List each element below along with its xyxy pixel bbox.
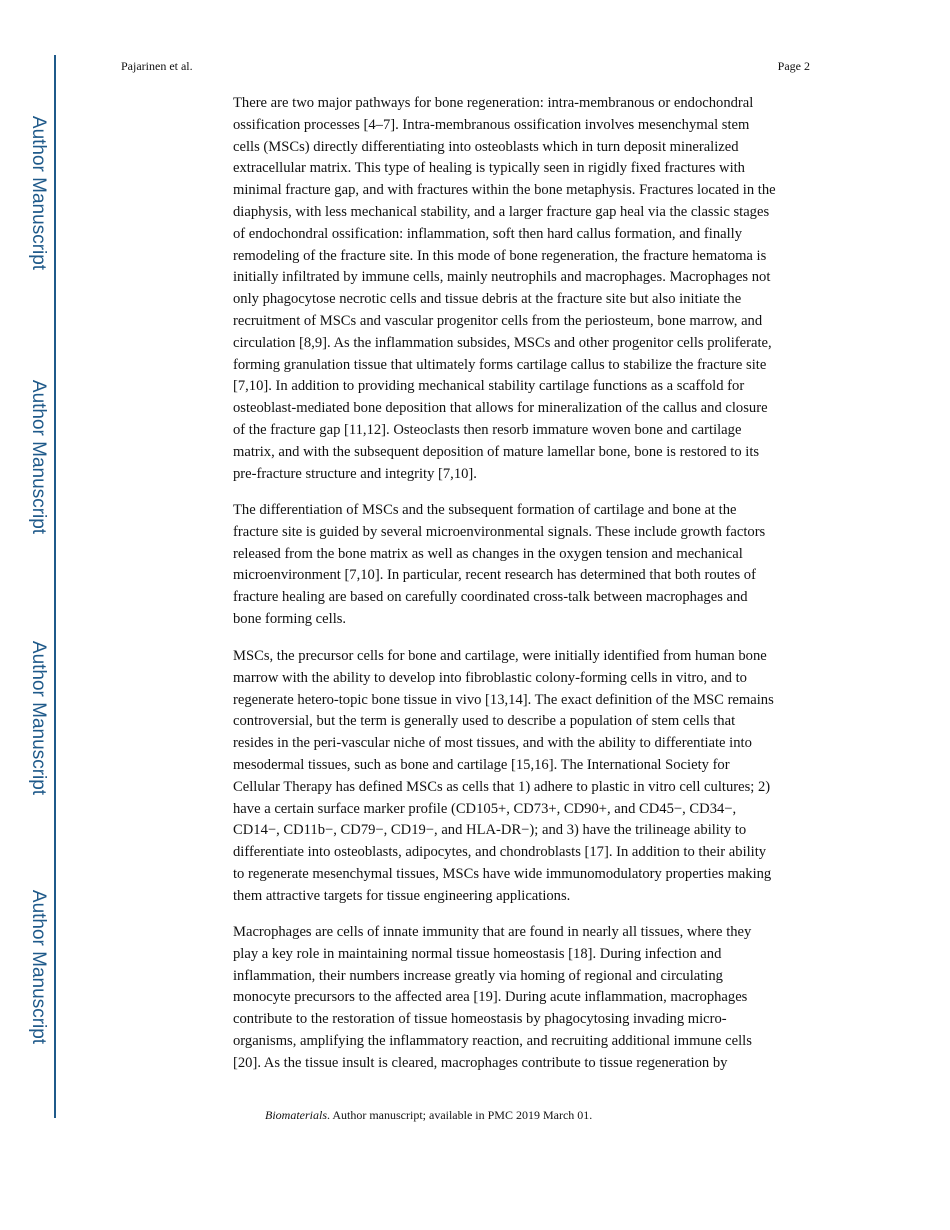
text-line: recruitment of MSCs and vascular progenitor cells from the periosteum, bone marrow, and [233, 312, 763, 329]
text-line: contribute to the restoration of tissue homeostasis by phagocytosing invading micro- [233, 1011, 727, 1028]
text-line: only phagocytose necrotic cells and tissue debris at the fracture site but also initiate the [233, 291, 742, 308]
paragraph [233, 93, 833, 485]
paragraph [233, 646, 833, 908]
sidebar-rule [54, 55, 56, 1118]
text-line: them attractive targets for tissue engineering applications. [233, 887, 571, 904]
running-header-authors: Pajarinen et al. [121, 59, 193, 73]
journal-name: Biomaterials [265, 1108, 327, 1122]
text-line: forming granulation tissue that ultimately forms cartilage callus to stabilize the fracture site [233, 356, 767, 373]
text-line: matrix, and with the subsequent deposition of mature lamellar bone, bone is restored to its [233, 443, 760, 460]
text-line: bone forming cells. [233, 610, 347, 627]
text-line: inflammation, their numbers increase greatly via homing of regional and circulating [233, 967, 723, 984]
text-line: initially infiltrated by immune cells, mainly neutrophils and macrophages. Macrophages not [233, 269, 771, 286]
text-line: controversial, but the term is generally used to describe a population of stem cells that [233, 713, 736, 730]
paragraph [233, 500, 833, 631]
text-line: [7,10]. In addition to providing mechanical stability cartilage functions as a scaffold for [233, 378, 745, 395]
text-line: pre-fracture structure and integrity [7,10]. [233, 465, 477, 482]
text-line: minimal fracture gap, and with fractures within the bone metaphysis. Fractures located in the [233, 182, 776, 199]
footer [265, 1108, 592, 1123]
footer-note: . Author manuscript; available in PMC 2019 March 01. [327, 1108, 593, 1122]
text-line: CD14−, CD11b−, CD79−, CD19−, and HLA-DR−); and 3) have the trilineage ability to [233, 822, 747, 839]
text-line: fracture healing are based on carefully coordinated cross-talk between macrophages and [233, 589, 748, 606]
text-line: mesodermal tissues, such as bone and cartilage [15,16]. The International Society for [233, 756, 730, 773]
paragraph [233, 922, 833, 1075]
text-line: regenerate hetero-topic bone tissue in vivo [13,14]. The exact definition of the MSC remains [233, 691, 774, 708]
text-line: marrow with the ability to develop into fibroblastic colony-forming cells in vitro, and to [233, 669, 747, 686]
text-line: of endochondral ossification: inflammation, soft then hard callus formation, and finally [233, 225, 743, 242]
text-line: cells (MSCs) directly differentiating into osteoblasts which in turn deposit mineralized [233, 138, 739, 155]
text-line: of the fracture gap [11,12]. Osteoclasts then resorb immature woven bone and cartilage [233, 421, 742, 438]
text-line: microenvironment [7,10]. In particular, recent research has determined that both routes of [233, 567, 756, 584]
page-number: Page 2 [777, 59, 810, 73]
sidebar-label-text: Author Manuscript [28, 115, 49, 271]
sidebar-label-text: Author Manuscript [28, 379, 49, 535]
sidebar-label-text: Author Manuscript [28, 640, 49, 796]
text-line: remodeling of the fracture site. In this mode of bone regeneration, the fracture hematoma is [233, 247, 767, 264]
text-line: diaphysis, with less mechanical stability, and a larger fracture gap heal via the classic stages [233, 203, 770, 220]
text-line: ossification processes [4–7]. Intra-membranous ossification involves mesenchymal stem [233, 116, 750, 133]
text-line: have a certain surface marker profile (CD105+, CD73+, CD90+, and CD45−, CD34−, [233, 800, 737, 817]
text-line: circulation [8,9]. As the inflammation subsides, MSCs and other progenitor cells proliferate, [233, 334, 772, 351]
text-line: extracellular matrix. This type of healing is typically seen in rigidly fixed fractures with [233, 160, 745, 177]
text-line: The differentiation of MSCs and the subsequent formation of cartilage and bone at the [233, 502, 737, 518]
text-line: monocyte precursors to the affected area [19]. During acute inflammation, macrophages [233, 989, 748, 1006]
text-line: There are two major pathways for bone regeneration: intra-membranous or endochondral [233, 95, 754, 111]
text-line: MSCs, the precursor cells for bone and cartilage, were initially identified from human bone [233, 648, 767, 664]
text-line: fracture site is guided by several microenvironmental signals. These include growth factors [233, 523, 766, 540]
text-line: osteoblast-mediated bone deposition that allows for mineralization of the callus and closure [233, 400, 768, 417]
text-line: released from the bone matrix as well as changes in the oxygen tension and mechanical [233, 545, 743, 562]
text-line: play a key role in maintaining normal tissue homeostasis [18]. During infection and [233, 945, 722, 962]
text-line: Cellular Therapy has defined MSCs as cells that 1) adhere to plastic in vitro cell cultures; 2) [233, 778, 771, 795]
text-line: [20]. As the tissue insult is cleared, macrophages contribute to tissue regeneration by [233, 1054, 728, 1071]
text-line: organisms, amplifying the inflammatory reaction, and recruiting additional immune cells [233, 1032, 752, 1049]
text-line: Macrophages are cells of innate immunity that are found in nearly all tissues, where they [233, 924, 752, 940]
text-line: resides in the peri-vascular niche of most tissues, and with the ability to differentiate into [233, 735, 752, 752]
text-line: differentiate into osteoblasts, adipocytes, and chondroblasts [17]. In addition to their ability [233, 844, 767, 861]
sidebar-label-text: Author Manuscript [28, 889, 49, 1045]
text-line: to regenerate mesenchymal tissues, MSCs have wide immunomodulatory properties making [233, 865, 772, 882]
